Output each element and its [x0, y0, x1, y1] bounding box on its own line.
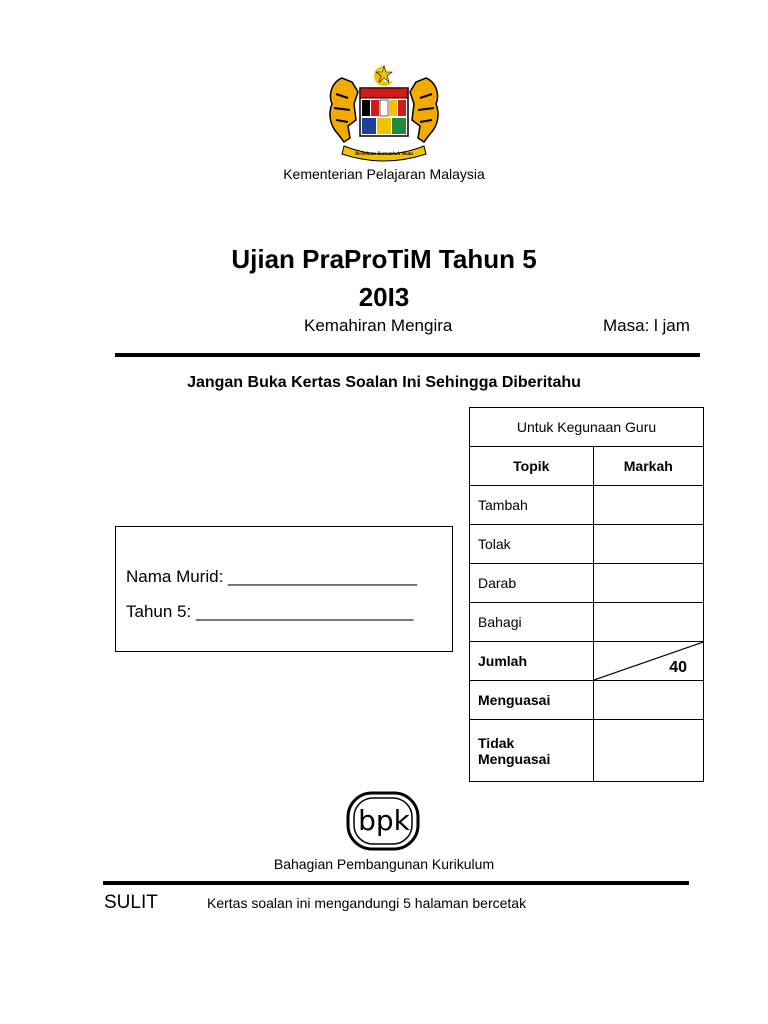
- student-info-box: [115, 526, 453, 652]
- total-label: Jumlah: [470, 642, 594, 681]
- marks-cell[interactable]: [593, 486, 703, 525]
- not-mastered-line1: Tidak: [478, 734, 515, 751]
- department-name: Bahagian Pembangunan Kurikulum: [273, 856, 495, 872]
- exam-warning: Jangan Buka Kertas Soalan Ini Sehingga Diberitahu: [187, 374, 581, 391]
- marks-table-caption: Untuk Kegunaan Guru: [470, 408, 704, 447]
- topic-cell: Tolak: [470, 525, 594, 564]
- student-name-field[interactable]: Nama Murid: ____________________: [126, 567, 418, 586]
- header-divider: [115, 353, 700, 357]
- total-max-marks: 40: [669, 659, 687, 676]
- mastered-label: Menguasai: [470, 681, 594, 720]
- not-mastered-line2: Menguasai: [478, 750, 551, 767]
- marks-cell[interactable]: [593, 603, 703, 642]
- page-count-note: Kertas soalan ini mengandungi 5 halaman bercetak: [207, 895, 527, 911]
- mastered-row: [470, 681, 704, 720]
- bpk-logo: [345, 790, 423, 852]
- bpk-logo-text: bpk: [358, 804, 410, 837]
- crest-motto-text: Bersekutu Bertambah Mutu: [354, 152, 414, 157]
- not-mastered-row: [470, 720, 704, 782]
- topic-cell: Darab: [470, 564, 594, 603]
- column-header-topic: Topik: [470, 447, 594, 486]
- teacher-marks-table: [469, 407, 704, 782]
- table-row: [470, 603, 704, 642]
- student-class-field[interactable]: Tahun 5: _______________________: [126, 602, 414, 621]
- classification-label: SULIT: [104, 892, 158, 913]
- marks-cell[interactable]: [593, 525, 703, 564]
- table-row: [470, 564, 704, 603]
- ministry-name: Kementerian Pelajaran Malaysia: [283, 166, 485, 182]
- not-mastered-cell[interactable]: [593, 720, 703, 782]
- exam-title: Ujian PraProTiM Tahun 5: [231, 244, 537, 274]
- topic-cell: Bahagi: [470, 603, 594, 642]
- mastered-cell[interactable]: [593, 681, 703, 720]
- table-row: [470, 486, 704, 525]
- malaysia-coat-of-arms-crest: [322, 64, 446, 164]
- shield-icon: [360, 88, 408, 136]
- crescent-star-icon: [374, 66, 396, 86]
- not-mastered-label: [470, 720, 594, 782]
- exam-subject: Kemahiran Mengira: [304, 316, 453, 335]
- footer-divider: [103, 881, 689, 885]
- table-row: [470, 525, 704, 564]
- exam-duration: Masa: l jam: [603, 316, 690, 335]
- topic-cell: Tambah: [470, 486, 594, 525]
- marks-cell[interactable]: [593, 564, 703, 603]
- column-header-marks: Markah: [593, 447, 703, 486]
- total-row: [470, 642, 704, 681]
- total-marks-cell[interactable]: [593, 642, 703, 681]
- exam-year: 20I3: [358, 282, 410, 312]
